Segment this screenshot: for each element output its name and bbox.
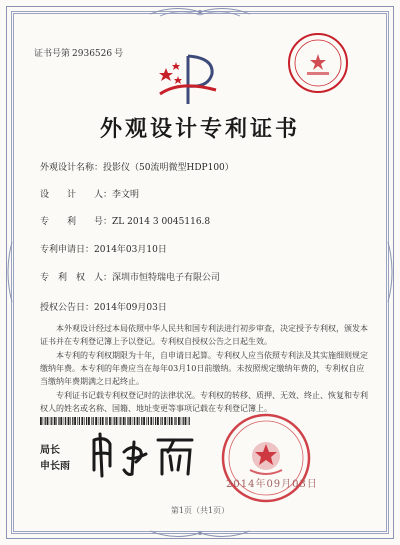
- page-number: 第1页（共1页）: [170, 506, 230, 515]
- patentee-row: [40, 270, 220, 283]
- certificate-number-suffix: 号: [114, 49, 124, 59]
- top-ornament-icon: [150, 4, 250, 18]
- paragraph-legal-status: 专利证书记载专利权登记时的法律状况。专利权的转移、质押、无效、终止、恢复和专利权人的姓名或名称、国籍、地址变更等事项记载在专利登记簿上。: [40, 391, 368, 413]
- barcode-icon: [40, 417, 190, 425]
- design-name-label: 外观设计名称：: [40, 163, 104, 173]
- designer-row: [40, 187, 139, 200]
- patentee-label: 专 利 权 人：: [40, 273, 113, 283]
- patent-office-emblem-icon: [150, 50, 220, 108]
- top-seal-icon: [287, 32, 349, 94]
- signature-name: 申长雨: [40, 461, 70, 472]
- document-title: 外观设计专利证书: [99, 116, 300, 142]
- certificate-number-label: 证书号第: [34, 49, 71, 59]
- paragraph-grant-notice: 本外观设计经过本局依照中华人民共和国专利法进行初步审查，决定授予专利权，颁发本证书并在专利登记簿上予以登记。专利权自授权公告之日起生效。: [40, 324, 368, 346]
- patent-number-row: [40, 214, 210, 227]
- bottom-ornament-icon: [150, 527, 250, 541]
- filing-date-value: 2014年03月10日: [94, 245, 167, 255]
- left-ornament-icon: [4, 242, 14, 302]
- official-seal-icon: [220, 412, 312, 504]
- paragraph-term-and-fees: 本专利的专利权期限为十年，自申请日起算。专利权人应当依照专利法及其实施细则规定缴纳年费。本专利的年费应当在每年03月10日前缴纳。未按照规定缴纳年费的，专利权自应当缴纳年费期满之日起终止。: [40, 351, 368, 386]
- grant-date-label: 授权公告日：: [40, 303, 95, 313]
- filing-date-label: 专利申请日：: [40, 245, 95, 255]
- designer-value: 李文明: [112, 190, 140, 200]
- signature-title: 局长: [40, 445, 60, 456]
- certificate-number: [34, 46, 125, 59]
- right-ornament-icon: [386, 242, 396, 302]
- patent-number-label: 专 利 号：: [40, 217, 113, 227]
- design-name-value: 投影仪（50流明微型HDP100）: [103, 163, 234, 173]
- seal-date: 2014年09月03日: [226, 479, 318, 490]
- grant-date-row: [40, 300, 167, 313]
- design-name-row: [40, 160, 234, 173]
- certificate-number-value: 2936526: [72, 49, 113, 59]
- handwritten-signature-icon: [88, 430, 200, 478]
- designer-label: 设 计 人：: [40, 190, 113, 200]
- filing-date-row: [40, 242, 167, 255]
- patentee-value: 深圳市恒特瑞电子有限公司: [112, 273, 221, 283]
- patent-number-value: ZL 2014 3 0045116.8: [112, 217, 211, 227]
- grant-date-value: 2014年09月03日: [94, 303, 167, 313]
